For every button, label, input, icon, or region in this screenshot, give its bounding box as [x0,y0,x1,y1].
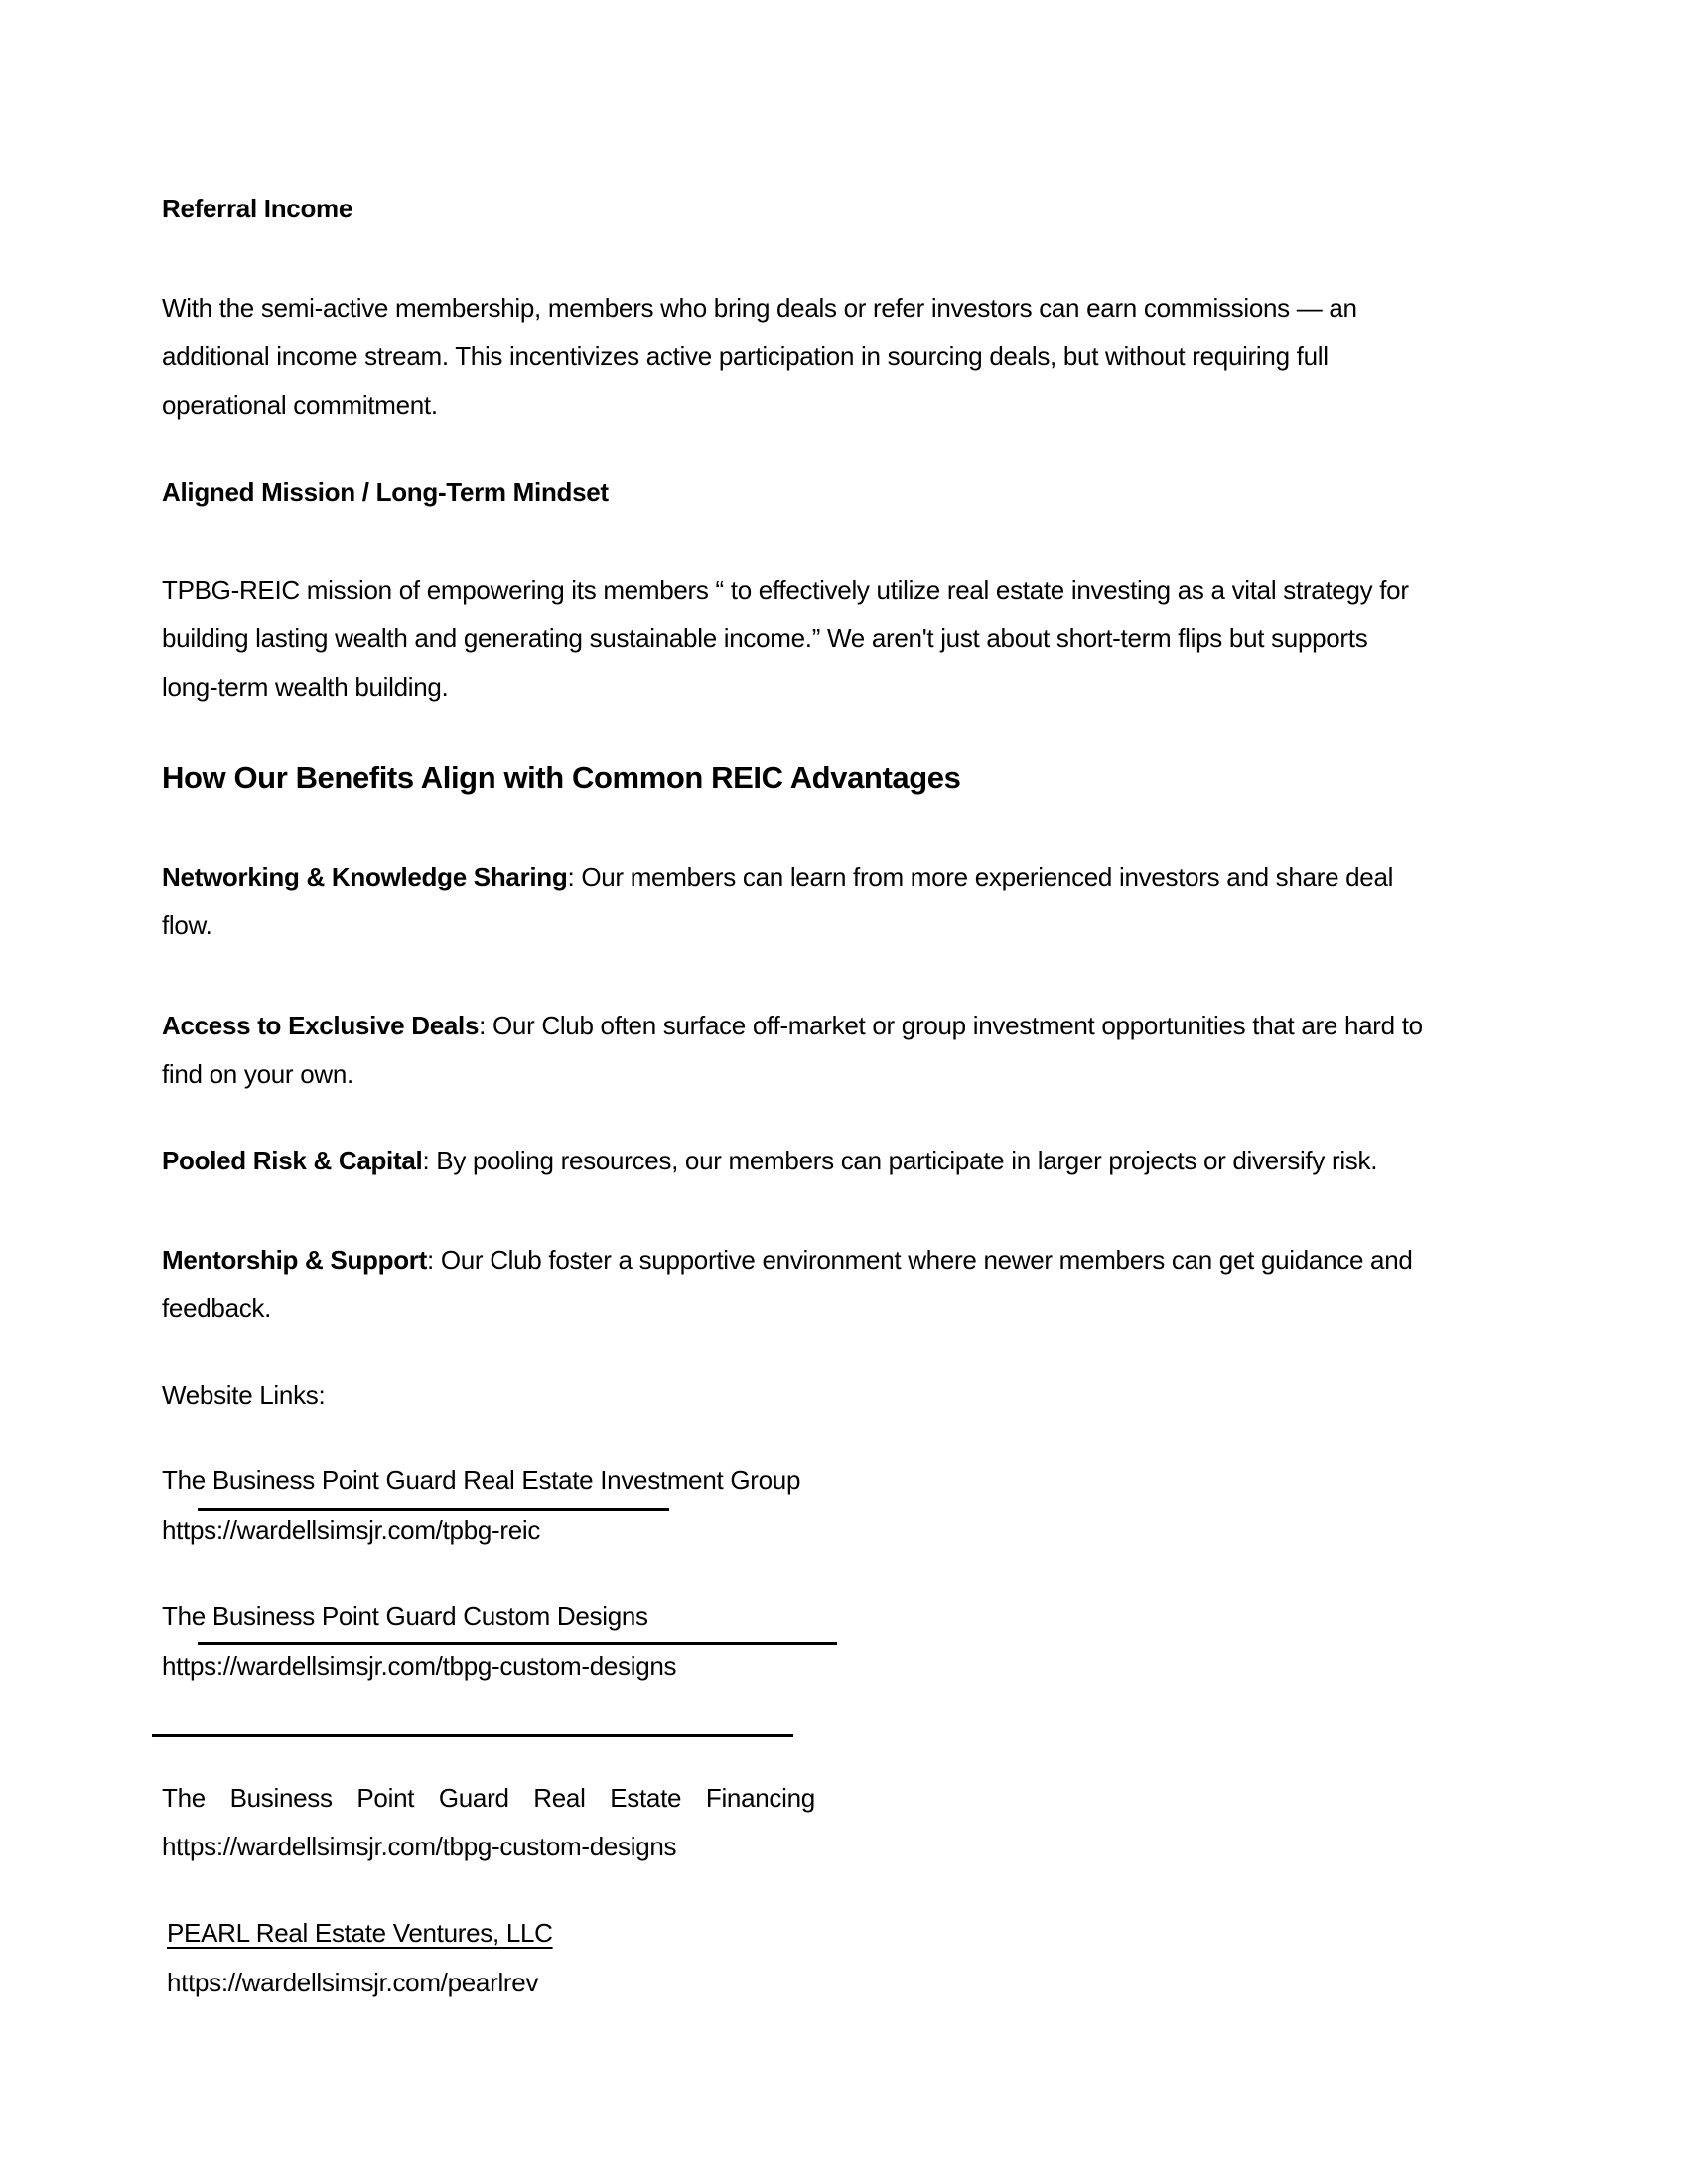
word: Point [356,1783,415,1813]
paragraph-line: operational commitment. [162,390,438,420]
benefit-text: : Our Club foster a supportive environment where newer members can get guidance and [426,1245,1413,1275]
link-url[interactable]: https://wardellsimsjr.com/pearlrev [167,1968,539,1997]
paragraph-line: additional income stream. This incentivizes active participation in sourcing deals, but without requiring full [162,341,1329,371]
benefit-item [162,1137,1377,1185]
link-url[interactable]: https://wardellsimsjr.com/tbpg-custom-designs [162,1832,677,1861]
paragraph-line: With the semi-active membership, members who bring deals or refer investors can earn commissions — an [162,293,1357,323]
paragraph-line: long-term wealth building. [162,672,449,702]
benefit-text: : Our members can learn from more experienced investors and share deal [567,862,1394,891]
benefit-item [162,1236,1413,1333]
word: Estate [610,1783,682,1813]
benefit-term: Mentorship & Support [162,1245,427,1275]
paragraph-line: building lasting wealth and generating sustainable income.” We aren't just about short-term flips but supports [162,623,1368,653]
benefit-text: feedback. [162,1294,272,1323]
benefit-term: Networking & Knowledge Sharing [162,862,568,891]
link-name: The Business Point Guard Custom Designs [162,1601,648,1631]
word: Business [229,1783,333,1813]
link-name: The Business Point Guard Real Estate Investment Group [162,1465,801,1495]
referral-heading: Referral Income [162,194,353,223]
benefit-item [162,1002,1423,1099]
benefit-item [162,853,1393,950]
link-name [162,1774,815,1823]
website-links-label: Website Links: [162,1380,326,1410]
divider-line [152,1734,793,1737]
benefit-term: Access to Exclusive Deals [162,1011,480,1040]
word: Financing [705,1783,815,1813]
link-url[interactable]: https://wardellsimsjr.com/tbpg-custom-designs [162,1651,677,1681]
benefit-text: : By pooling resources, our members can participate in larger projects or diversify risk. [422,1146,1378,1175]
mission-heading: Aligned Mission / Long-Term Mindset [162,478,609,507]
benefits-heading: How Our Benefits Align with Common REIC Advantages [162,760,961,795]
referral-paragraph [162,284,1357,430]
benefit-text: flow. [162,910,212,940]
benefit-text: find on your own. [162,1059,353,1089]
mission-paragraph [162,566,1409,712]
benefit-text: : Our Club often surface off-market or group investment opportunities that are hard to [479,1011,1423,1040]
benefit-term: Pooled Risk & Capital [162,1146,423,1175]
paragraph-line: TPBG-REIC mission of empowering its members “ to effectively utilize real estate investing as a vital strategy for [162,575,1409,605]
link-url[interactable]: https://wardellsimsjr.com/tpbg-reic [162,1515,541,1545]
word: Real [533,1783,586,1813]
word: Guard [438,1783,509,1813]
word: The [162,1783,206,1813]
link-name[interactable]: PEARL Real Estate Ventures, LLC [167,1918,553,1948]
